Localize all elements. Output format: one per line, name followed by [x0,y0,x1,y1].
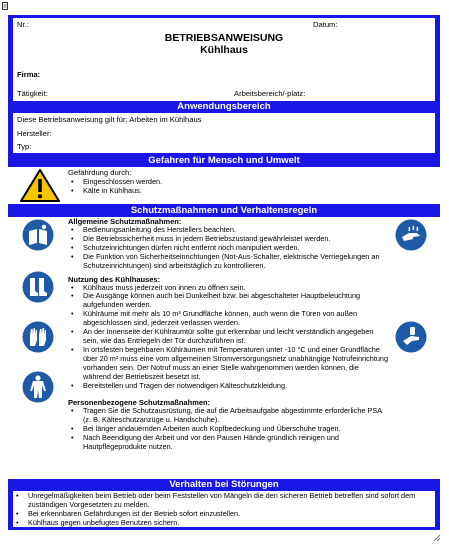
list-item: • An der Innenseite der Kühlraumtür sollte gut erkennbar und leicht verständlich angegeben sein, wie das Entriegeln der Tür durchzuführen ist. [68,328,388,346]
list-item: • Kühlhaus gegen unbefugtes Benutzen sichern. [13,519,428,528]
list-item: • Die Betriebssicherheit muss in jedem Betriebszustand gewährleistet werden. [68,235,388,244]
list-item: • Die Funktion von Sicherheitseinrichtungen (Not-Aus-Schalter, elektrische Verriegelungen an Schutzeinrichtungen) sind arbeitstäglich zu kontrollieren. [68,253,388,271]
stoerungen-box [13,491,435,527]
schutz-box [8,217,440,479]
list-item: • Unregelmäßigkeiten beim Betrieb oder beim Feststellen von Mängeln die den sicheren Betrieb betreffen sind sofort dem zuständigen Vorgesetzten zu melden. [13,492,428,510]
taetigkeit-label: Tätigkeit: [17,89,48,98]
hand-cream-icon [395,321,427,353]
stoerungen-list [13,492,428,528]
list-item: • Kälte in Kühlhaus. [68,187,162,196]
schutz-content [68,217,388,452]
gefahren-list [68,178,162,196]
page-title: BETRIEBSANWEISUNG [164,32,284,44]
gefahren-box [8,167,440,204]
list-item: • Tragen Sie die Schutzausrüstung, die auf die Arbeitsaufgabe abgestimmte erforderliche PSA (z. B. Kälteschutzanzüge u. Handschuhe). [68,407,388,425]
typ-label: Typ: [17,142,32,151]
firma-label: Firma: [17,70,41,79]
anwendungsbereich-text: Diese Betriebsanweisung gilt für: Arbeiten im Kühlhaus [17,115,202,124]
list-item: • Kühlräume mit mehr als 10 m³ Grundfläche können, auch wenn die Türen von außen abgeschlossen sind, jederzeit verlassen werden. [68,310,388,328]
arbeitsbereich-label: Arbeitsbereich/-platz: [234,89,306,98]
gefahren-heading: Gefahren für Mensch und Umwelt [148,155,300,166]
hersteller-label: Hersteller: [17,129,52,138]
anwendungsbereich-heading: Anwendungsbereich [177,101,271,112]
nr-label: Nr.: [17,20,29,29]
boots-icon [22,271,54,303]
warning-triangle-icon [20,169,60,202]
page-subtitle: Kühlhaus [200,44,248,56]
anwendungsbereich-box [13,113,435,153]
protective-suit-icon [22,371,54,403]
header-box [13,18,435,101]
hand-wash-icon [395,219,427,251]
document-frame [8,15,440,530]
list-item: • Bedienungsanleitung des Herstellers beachten. [68,226,388,235]
list-item: • Die Ausgänge können auch bei Dunkelheit bzw. bei abgeschalteter Hauptbeleuchtung aufgefunden werden. [68,292,388,310]
allgemein-title: Allgemeine Schutzmaßnahmen: [68,217,182,226]
corner-marker-icon [2,2,8,10]
allgemein-list [68,226,388,271]
resize-handle-icon [433,534,441,542]
list-item: • Bei erkennbaren Gefährdungen ist der Betrieb sofort einzustellen. [13,510,428,519]
schutz-heading: Schutzmaßnahmen und Verhaltensregeln [130,205,318,216]
gefahren-intro: Gefährdung durch: [68,168,132,177]
nutzung-title: Nutzung des Kühlhauses: [68,274,161,284]
list-item: • Bei länger andauernden Arbeiten auch Kopfbedeckung und Überschuhe tragen. [68,425,388,434]
stoerungen-heading: Verhalten bei Störungen [169,479,279,490]
gloves-icon [22,321,54,353]
list-item: • Kühlhaus muss jederzeit von innen zu öffnen sein. [68,284,388,293]
personen-title: Personenbezogene Schutzmaßnahmen: [68,398,211,408]
list-item: • Schutzeinrichtungen dürfen nicht entfernt noch manipuliert werden. [68,244,388,253]
list-item: • Eingeschlossen werden. [68,178,162,187]
list-item: • Nach Beendigung der Arbeit und vor den Pausen Hände gründlich reinigen und Hautpflegeprodukte nutzen. [68,434,388,452]
nutzung-list [68,284,388,391]
datum-label: Datum: [313,20,338,29]
personen-list [68,407,388,452]
list-item: • Bereitstellen und Tragen der notwendigen Kälteschutzkleidung. [68,382,388,391]
list-item: • In ortsfesten begehbaren Kühlräumen mit Temperaturen unter -10 °C und einer Grundfläche über 20 m² muss eine vom allgemeinen Stromversorgungsnetz unabhängige Notrufeinrichtung vorhanden sein. Der Notruf muss an einer Stelle wahrgenommen werden können, die während der Betriebszeit besetzt ist. [68,346,388,382]
manual-icon [22,219,54,251]
